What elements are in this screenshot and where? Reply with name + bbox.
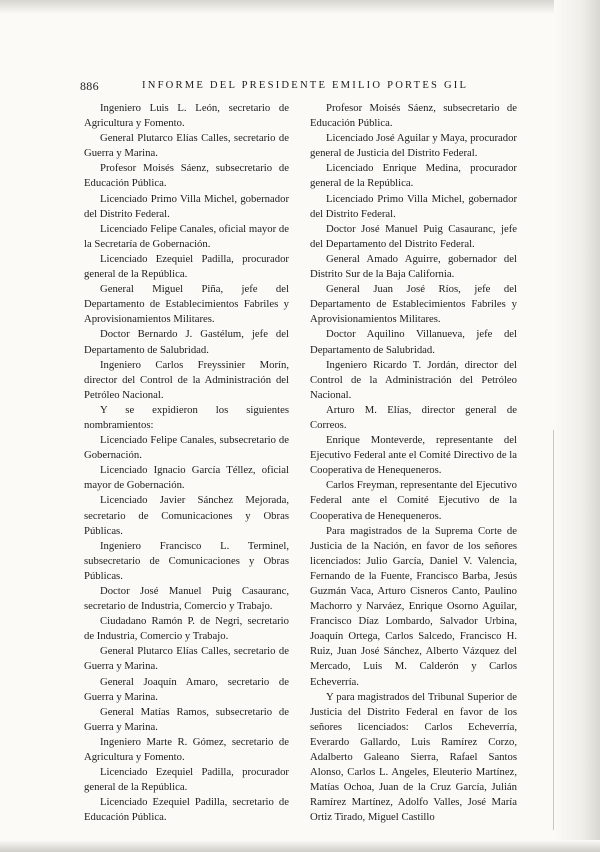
paragraph: Licenciado José Aguilar y Maya, procurador general de Justicia del Distrito Federal.	[310, 132, 517, 160]
paragraph: Licenciado Felipe Canales, subsecretario de Gobernación.	[84, 434, 289, 462]
running-head: INFORME DEL PRESIDENTE EMILIO PORTES GIL	[142, 80, 469, 91]
page-bottom-edge	[0, 840, 600, 852]
page-right-edge	[554, 0, 600, 852]
paragraph: Carlos Freyman, representante del Ejecutivo Federal ante el Comité Ejecutivo de la Cooperativa de Henequeneros.	[310, 479, 517, 522]
paragraph: General Juan José Ríos, jefe del Departamento de Establecimientos Fabriles y Aprovisionamientos Militares.	[310, 283, 517, 326]
margin-streak	[553, 430, 554, 830]
paragraph: General Plutarco Elías Calles, secretario de Guerra y Marina.	[84, 132, 289, 160]
paragraph: Doctor José Manuel Puig Casauranc, secretario de Industria, Comercio y Trabajo.	[84, 585, 289, 613]
paragraph: Licenciado Ignacio García Téllez, oficial mayor de Gobernación.	[84, 464, 289, 492]
paragraph: Licenciado Felipe Canales, oficial mayor de la Secretaría de Gobernación.	[84, 222, 289, 250]
paragraph: Profesor Moisés Sáenz, subsecretario de Educación Pública.	[310, 102, 517, 130]
paragraph: Para magistrados de la Suprema Corte de Justicia de la Nación, en favor de los señores licenciados: Julio García, Daniel V. Valencia, Fernando de la Fuente, Francisco Barba, Jesús Guzmán Vaca, Arturo Cisneros Canto, Paulino Machorro y Narváez, Enrique Osorno Aguilar, Francisco Díaz Lombardo, Salvador Urbina, Joaquín Ortega, Carlos Salcedo, Francisco H. Ruiz, Juan José Sánchez, Alberto Vázquez del Mercado, Luis M. Calderón y Carlos Echeverría.	[310, 524, 517, 688]
page-number: 886	[80, 79, 99, 93]
paragraph: Arturo M. Elías, director general de Correos.	[310, 403, 517, 431]
paragraph: Doctor José Manuel Puig Casauranc, jefe del Departamento del Distrito Federal.	[310, 222, 517, 250]
right-column	[310, 101, 517, 826]
paragraph: Licenciado Primo Villa Michel, gobernador del Distrito Federal.	[310, 192, 517, 220]
paragraph: Licenciado Primo Villa Michel, gobernador del Distrito Federal.	[84, 192, 289, 220]
paragraph: Ingeniero Marte R. Gómez, secretario de Agricultura y Fomento.	[84, 735, 289, 764]
paragraph: General Miguel Piña, jefe del Departamento de Establecimientos Fabriles y Aprovisionamientos Militares.	[84, 283, 289, 326]
paragraph: Ingeniero Carlos Freyssinier Morín, director del Control de la Administración del Petróleo Nacional.	[84, 358, 289, 401]
paragraph: Licenciado Ezequiel Padilla, procurador general de la República.	[84, 252, 289, 281]
left-column	[84, 101, 289, 826]
paragraph: Doctor Aquilino Villanueva, jefe del Departamento de Salubridad.	[310, 328, 517, 356]
paragraph: Licenciado Ezequiel Padilla, procurador general de la República.	[84, 766, 289, 794]
paragraph: Doctor Bernardo J. Gastélum, jefe del Departamento de Salubridad.	[84, 328, 289, 356]
paragraph: Enrique Monteverde, representante del Ejecutivo Federal ante el Comité Directivo de la Cooperativa de Henequeneros.	[310, 434, 517, 477]
paragraph: General Matías Ramos, subsecretario de Guerra y Marina.	[84, 705, 289, 733]
paragraph: Y para magistrados del Tribunal Superior de Justicia del Distrito Federal en favor de los señores licenciados: Carlos Echeverría, Everardo Gallardo, Luis Ramírez Corzo, Adalberto Galeano Sierra, Rafael Santos Alonso, Carlos L. Angeles, Eleuterio Martínez, Matías Ochoa, Juan de la Cruz García, Julián Ramírez Martínez, Adolfo Valles, José María Ortiz Tirado, Miguel Castillo	[310, 690, 517, 824]
page-top-edge	[0, 0, 600, 14]
page-header	[80, 79, 550, 97]
paragraph: General Plutarco Elías Calles, secretario de Guerra y Marina.	[84, 645, 289, 673]
paragraph: Y se expidieron los siguientes nombramientos:	[84, 403, 289, 431]
paragraph: Licenciado Ezequiel Padilla, secretario de Educación Pública.	[84, 796, 289, 824]
paragraph: Ciudadano Ramón P. de Negri, secretario de Industria, Comercio y Trabajo.	[84, 615, 289, 643]
paragraph: General Joaquín Amaro, secretario de Guerra y Marina.	[84, 675, 289, 703]
paragraph: General Amado Aguirre, gobernador del Distrito Sur de la Baja California.	[310, 252, 517, 281]
paragraph: Profesor Moisés Sáenz, subsecretario de Educación Pública.	[84, 162, 289, 190]
paragraph: Ingeniero Ricardo T. Jordán, director del Control de la Administración del Petróleo Nacional.	[310, 358, 517, 401]
paragraph: Licenciado Javier Sánchez Mejorada, secretario de Comunicaciones y Obras Públicas.	[84, 494, 289, 537]
paragraph: Ingeniero Luis L. León, secretario de Agricultura y Fomento.	[84, 102, 289, 130]
paragraph: Licenciado Enrique Medina, procurador general de la República.	[310, 162, 517, 190]
paragraph: Ingeniero Francisco L. Terminel, subsecretario de Comunicaciones y Obras Públicas.	[84, 539, 289, 582]
